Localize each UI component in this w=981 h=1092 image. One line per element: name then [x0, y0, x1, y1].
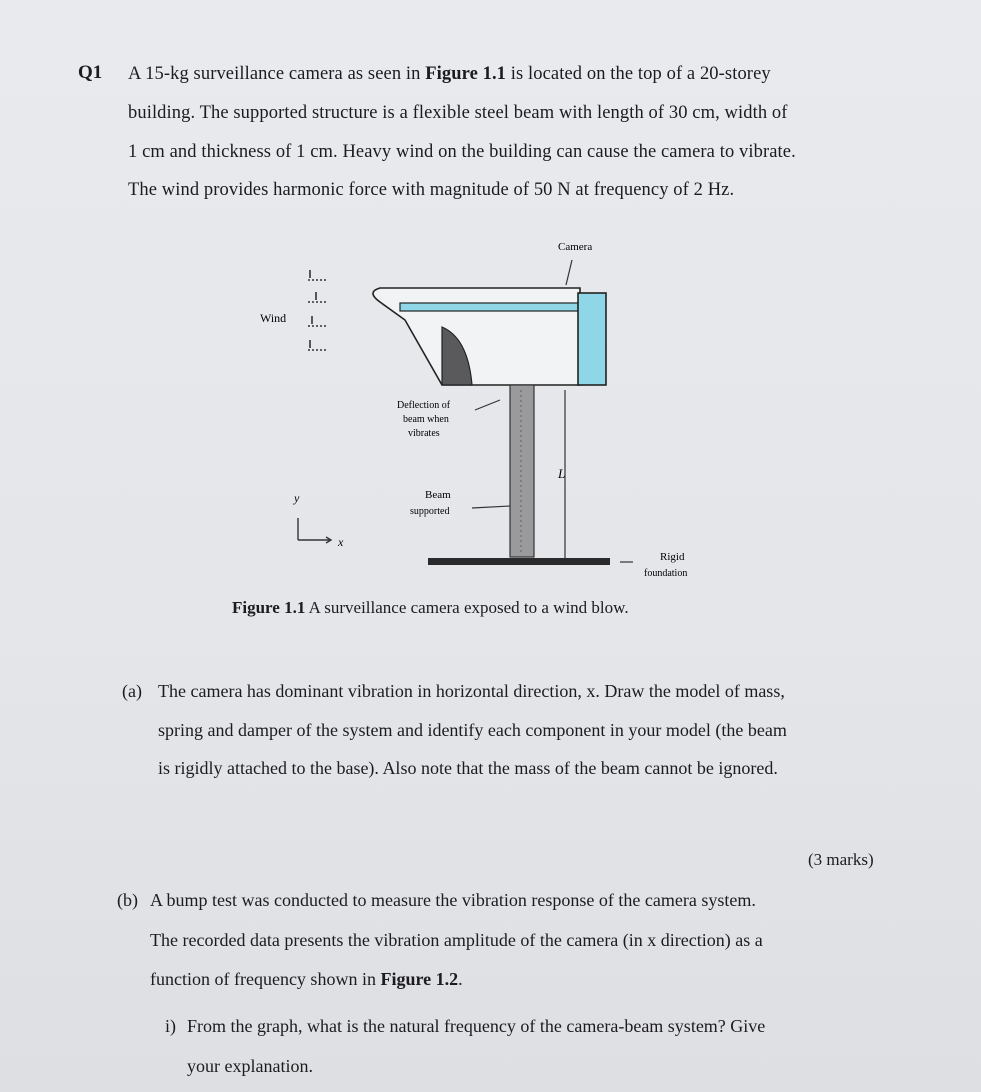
camera-body [373, 288, 606, 385]
figure-caption: Figure 1.1 A surveillance camera exposed to a wind blow. [232, 598, 629, 617]
beam-label-1: Beam [425, 489, 451, 501]
wind-arrows [308, 270, 328, 350]
support-beam [510, 385, 534, 557]
rigid-label-2: foundation [644, 568, 688, 579]
beam-label-2: supported [410, 506, 450, 517]
deflection-label-3: vibrates [408, 428, 440, 439]
part-b-line-2: The recorded data presents the vibration amplitude of the camera (in x direction) as a [150, 930, 763, 950]
part-b-line-1: A bump test was conducted to measure the vibration response of the camera system. [150, 890, 756, 910]
part-a-line-3: is rigidly attached to the base). Also note that the mass of the beam cannot be ignored. [158, 758, 778, 778]
part-a-line-1: The camera has dominant vibration in horizontal direction, x. Draw the model of mass, [158, 681, 785, 701]
deflection-label-2: beam when [403, 414, 449, 425]
figure-1-1 [240, 230, 760, 590]
rigid-foundation [428, 558, 610, 565]
axis-x-label: x [338, 535, 344, 549]
axes-symbol [298, 518, 331, 543]
part-b-i-label: i) [165, 1016, 176, 1036]
part-b-line-3: function of frequency shown in Figure 1.2. [150, 969, 463, 989]
question-line-4: The wind provides harmonic force with magnitude of 50 N at frequency of 2 Hz. [128, 180, 735, 200]
question-number: Q1 [78, 62, 103, 83]
camera-label: Camera [558, 241, 593, 253]
deflection-label-1: Deflection of [397, 400, 451, 411]
part-a-line-2: spring and damper of the system and identify each component in your model (the beam [158, 720, 787, 740]
part-b-label: (b) [117, 890, 138, 910]
axis-y-label: y [294, 491, 300, 505]
part-b-i-line-2: your explanation. [187, 1056, 313, 1076]
wind-label: Wind [260, 311, 287, 325]
rigid-label-1: Rigid [660, 551, 685, 563]
question-line-3: 1 cm and thickness of 1 cm. Heavy wind on the building can cause the camera to vibrate. [128, 142, 796, 162]
length-label: L [558, 466, 566, 481]
part-a-label: (a) [122, 681, 142, 701]
question-line-1: A 15-kg surveillance camera as seen in Figure 1.1 is located on the top of a 20-storey [128, 64, 771, 84]
question-line-2: building. The supported structure is a flexible steel beam with length of 30 cm, width of [128, 103, 788, 123]
part-a-marks: (3 marks) [808, 850, 874, 869]
part-b-i-line-1: From the graph, what is the natural frequency of the camera-beam system? Give [187, 1016, 766, 1036]
